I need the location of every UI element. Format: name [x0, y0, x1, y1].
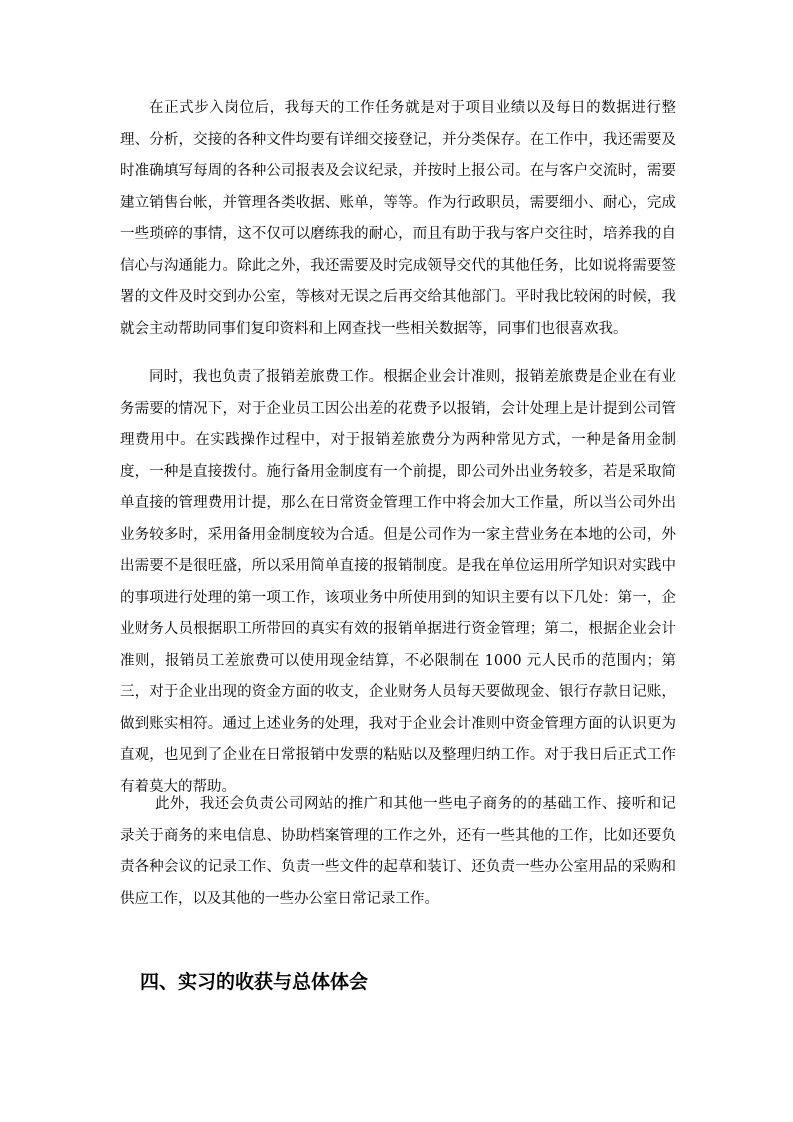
- paragraph-other-work: 此外，我还会负责公司网站的推广和其他一些电子商务的的基础工作、接听和记录关于商务的来电信息、协助档案管理的工作之外，还有一些其他的工作，比如还要负责各种会议的记录工作、负责一些文件的起草和装订、还负责一些办公室用品的采购和供应工作，以及其他的一些办公室日常记录工作。: [120, 796, 676, 907]
- paragraph-job-duties: 在正式步入岗位后，我每天的工作任务就是对于项目业绩以及每日的数据进行整理、分析，交接的各种文件均要有详细交接登记，并分类保存。在工作中，我还需要及时准确填写每周的各种公司报表及会议纪录，并按时上报公司。在与客户交流时，需要建立销售台帐，并管理各类收据、账单，等等。作为行政职员，需要细小、耐心，完成一些琐碎的事情，这不仅可以磨练我的耐心，而且有助于我与客户交往时，培养我的自信心与沟通能力。除此之外，我还需要及时完成领导交代的其他任务，比如说将需要签署的文件及时交到办公室，等核对无误之后再交给其他部门。平时我比较闲的时候，我就会主动帮助同事们复印资料和上网查找一些相关数据等，同事们也很喜欢我。: [120, 100, 676, 337]
- paragraph-travel-expenses: 同时，我也负责了报销差旅费工作。根据企业会计准则，报销差旅费是企业在有业务需要的情况下，对于企业员工因公出差的花费予以报销，会计处理上是计提到公司管理费用中。在实践操作过程中，对于报销差旅费分为两种常见方式，一种是备用金制度，一种是直接拨付。施行备用金制度有一个前提，即公司外出业务较多，若是采取简单直接的管理费用计提，那么在日常资金管理工作中将会加大工作量，所以当公司外出业务较多时，采用备用金制度较为合适。但是公司作为一家主营业务在本地的公司，外出需要不是很旺盛，所以采用简单直接的报销制度。是我在单位运用所学知识对实践中的事项进行处理的第一项工作，该项业务中所使用到的知识主要有以下几处：第一，企业财务人员根据职工所带回的真实有效的报销单据进行资金管理；第二，根据企业会计准则，报销员工差旅费可以使用现金结算，不必限制在 1000 元人民币的范围内；第三，对于企业出现的资金方面的收支，企业财务人员每天要做现金、银行存款日记账，做到账实相符。通过上述业务的处理，我对于企业会计准则中资金管理方面的认识更为直观，也见到了企业在日常报销中发票的粘贴以及整理归纳工作。对于我日后正式工作有着莫大的帮助。: [120, 369, 676, 795]
- section-heading: 四、实习的收获与总体体会: [140, 971, 369, 993]
